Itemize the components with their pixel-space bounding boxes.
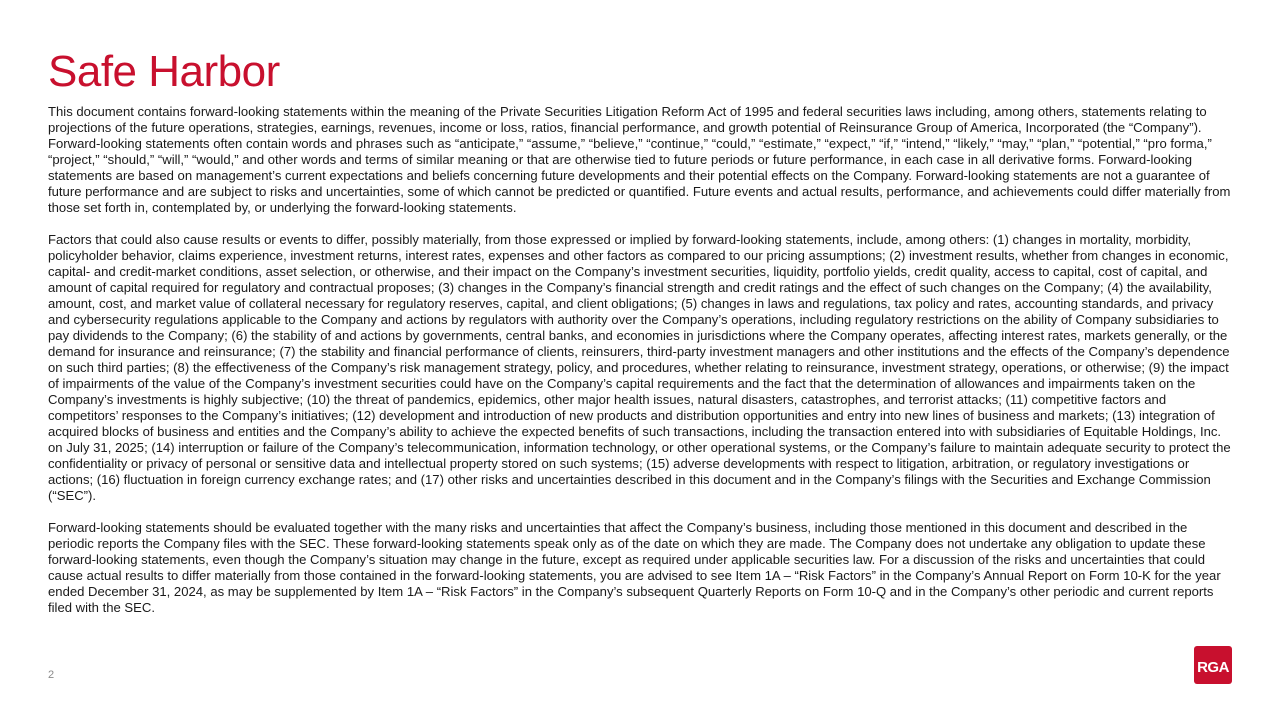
rga-logo-text: RGA xyxy=(1197,658,1229,676)
page-number: 2 xyxy=(48,669,55,681)
disclaimer-paragraph-forward-looking: This document contains forward-looking statements within the meaning of the Private Securities Litigation Reform Act of 1995 and federal securities laws including, among others, statements relating to projections of the future operations, strategies, earnings, revenues, income or loss, ratios, financial performance, and growth potential of Reinsurance Group of America, Incorporated (the “Company”). Forward-looking statements often contain words and phrases such as “anticipate,” “assume,” “believe,” “continue,” “could,” “estimate,” “expect,” “if,” “intend,” “likely,” “may,” “plan,” “potential,” “pro forma,” “project,” “should,” “will,” “would,” and other words and terms of similar meaning or that are otherwise tied to future periods or future performance, in each case in all derivative forms. Forward-looking statements are based on management’s current expectations and beliefs concerning future developments and their potential effects on the Company. Forward-looking statements are not a guarantee of future performance and are subject to risks and uncertainties, some of which cannot be predicted or quantified. Future events and actual results, performance, and achievements could differ materially from those set forth in, contemplated by, or underlying the forward-looking statements. xyxy=(48,104,1231,215)
disclaimer-body xyxy=(48,104,1232,632)
slide-title: Safe Harbor xyxy=(48,47,280,96)
disclaimer-paragraph-evaluation: Forward-looking statements should be evaluated together with the many risks and uncertainties that affect the Company’s business, including those mentioned in this document and described in the periodic reports the Company files with the SEC. These forward-looking statements speak only as of the date on which they are made. The Company does not undertake any obligation to update these forward-looking statements, even though the Company’s situation may change in the future, except as required under applicable securities law. For a discussion of the risks and uncertainties that could cause actual results to differ materially from those contained in the forward-looking statements, you are advised to see Item 1A – “Risk Factors” in the Company’s Annual Report on Form 10-K for the year ended December 31, 2024, as may be supplemented by Item 1A – “Risk Factors” in the Company’s subsequent Quarterly Reports on Form 10-Q and in the Company’s other periodic and current reports filed with the SEC. xyxy=(48,520,1221,615)
disclaimer-paragraph-risk-factors: Factors that could also cause results or events to differ, possibly materially, from those expressed or implied by forward-looking statements, include, among others: (1) changes in mortality, morbidity, policyholder behavior, claims experience, investment returns, interest rates, expenses and other factors as compared to our pricing assumptions; (2) investment results, whether from changes in economic, capital- and credit-market conditions, asset selection, or otherwise, and their impact on the Company’s investment securities, liquidity, portfolio yields, credit quality, access to capital, cost of capital, and amount of capital required for regulatory and contractual proposes; (3) changes in the Company’s financial strength and credit ratings and the effect of such changes on the Company; (4) the availability, amount, cost, and market value of collateral necessary for regulatory reserves, capital, and client obligations; (5) changes in laws and regulations, tax policy and rates, accounting standards, and privacy and cybersecurity regulations applicable to the Company and actions by regulators with authority over the Company’s operations, including regulatory restrictions on the ability of Company subsidiaries to pay dividends to the Company; (6) the stability of and actions by governments, central banks, and economies in jurisdictions where the Company operates, affecting interest rates, markets generally, or the demand for insurance and reinsurance; (7) the stability and financial performance of clients, reinsurers, third-party investment managers and other institutions and the effects of the Company’s dependence on such third parties; (8) the effectiveness of the Company’s risk management strategy, policy, and procedures, whether relating to reinsurance, investment strategy, operations, or otherwise; (9) the impact of impairments of the value of the Company’s investment securities could have on the Company’s capital requirements and the fact that the determination of allowances and impairments taken on the Company’s investments is highly subjective; (10) the threat of pandemics, epidemics, other major health issues, natural disasters, catastrophes, and terrorist attacks; (11) competitive factors and competitors’ responses to the Company’s initiatives; (12) development and introduction of new products and distribution opportunities and entry into new lines of business and markets; (13) integration of acquired blocks of business and entities and the Company’s ability to achieve the expected benefits of such transactions, including the transaction entered into with subsidiaries of Equitable Holdings, Inc. on July 31, 2025; (14) interruption or failure of the Company’s telecommunication, information technology, or other operational systems, or the Company’s failure to maintain adequate security to protect the confidentiality or privacy of personal or sensitive data and intellectual property stored on such systems; (15) adverse developments with respect to litigation, arbitration, or regulatory investigations or actions; (16) fluctuation in foreign currency exchange rates; and (17) other risks and uncertainties described in this document and in the Company’s filings with the Securities and Exchange Commission (“SEC”). xyxy=(48,232,1231,503)
rga-logo xyxy=(1194,646,1232,684)
